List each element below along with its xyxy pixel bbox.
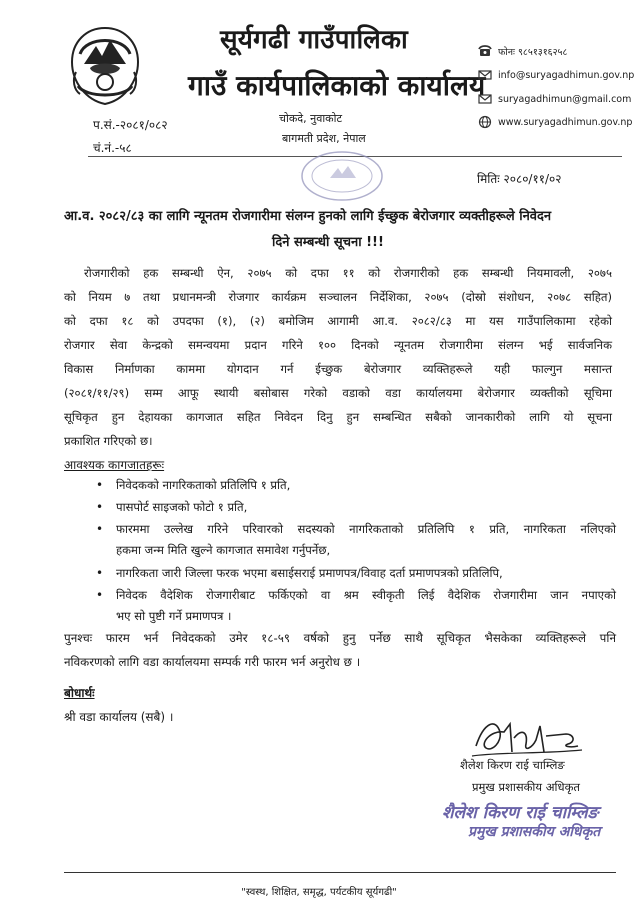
email-icon (478, 92, 492, 106)
email-icon (478, 68, 492, 82)
requirement-item-1: निवेदकको नागरिकताको प्रतिलिपि १ प्रति, (116, 478, 291, 492)
contact-email-info[interactable] (478, 66, 638, 84)
paragraph-line: को नियम ७ तथा प्रधानमन्त्री रोजगार कार्यक्रम सञ्चालन निर्देशिका, २०७५ (दोस्रो संशोधन, २०७८ सहित) (64, 290, 612, 304)
footer-divider (64, 872, 616, 873)
bullet-icon: • (96, 478, 104, 492)
signatory-stamp-name: शैलेश किरण राई चाम्लिङ (442, 803, 599, 823)
bullet-icon: • (96, 522, 104, 536)
contact-phone (478, 42, 638, 60)
letter-reference-number: प.सं.-२०८१/०८२ (93, 118, 168, 132)
handwritten-signature (470, 712, 588, 764)
requirements-heading: आवश्यक कागजातहरूः (64, 458, 165, 472)
contact-email-gmail-text[interactable]: suryagadhimun@gmail.com (498, 93, 632, 105)
office-address-line1: चोकदे, नुवाकोट (279, 112, 343, 125)
paragraph-line: (२०८१/११/२९) सम्म आफू स्थायी बसोबास गरेको वडाको वडा कार्यालयमा बेरोजगार व्यक्तीको सूचिमा (64, 386, 612, 400)
contact-email-gmail[interactable] (478, 90, 638, 108)
office-seal (292, 148, 392, 204)
telephone-icon (478, 44, 492, 58)
bullet-icon: • (96, 566, 104, 580)
signatory-designation: प्रमुख प्रशासकीय अधिकृत (472, 780, 580, 794)
copy-to-heading: बोधार्थः (64, 686, 95, 700)
requirement-item-5-line2: भए सो पुष्टी गर्ने प्रमाणपत्र । (116, 609, 232, 623)
contact-email-info-text[interactable]: info@suryagadhimun.gov.np (498, 69, 635, 81)
bullet-icon: • (96, 588, 104, 602)
paragraph-line: रोजगारीको हक सम्बन्धी ऐन, २०७५ को दफा ११ को रोजगारीको हक सम्बन्धी नियमावली, २०७५ (84, 266, 612, 280)
signatory-name: शैलेश किरण राई चाम्लिङ (460, 758, 565, 772)
paragraph-line: सूचिकृत हुन देहायका कागजात सहित निवेदन दिनु हुन सम्बन्धित सबैको जानकारीको लागि यो सूचना (64, 410, 612, 424)
contact-website[interactable] (478, 113, 638, 131)
paragraph-line: विकास निर्माणका काममा योगदान गर्न ईच्छुक बेरोजगार व्यक्तिहरूले यही फाल्गुन मसान्त (64, 362, 612, 376)
dispatch-number: चं.नं.-५८ (93, 141, 132, 155)
requirement-item-3-line2: हकमा जन्म मिति खुल्ने कागजात समावेश गर्नुपर्नेछ, (116, 543, 331, 557)
letter-date: मितिः २०८०/११/०२ (477, 172, 562, 186)
subject-line1: आ.व. २०८२/८३ का लागि न्यूनतम रोजगारीमा संलग्न हुनको लागि ईच्छुक बेरोजगार व्यक्तीहरूले निवेदन (64, 209, 552, 224)
requirement-item-4: नागरिकता जारी जिल्ला फरक भएमा बसाईसराई प्रमाणपत्र/विवाह दर्ता प्रमाणपत्रको प्रतिलिपि, (116, 566, 503, 580)
postscript-line2: नविकरणको लागि वडा कार्यालयमा सम्पर्क गरी फारम भर्न अनुरोध छ । (64, 655, 361, 669)
contact-phone-text: फोनः ९८५१३१६२५८ (498, 46, 568, 58)
signatory-stamp-designation: प्रमुख प्रशासकीय अधिकृत (468, 824, 601, 840)
bullet-icon: • (96, 500, 104, 514)
globe-icon (478, 115, 492, 129)
nepal-government-emblem-icon (66, 24, 144, 108)
copy-to-item: श्री वडा कार्यालय (सबै) । (64, 710, 174, 724)
paragraph-line: रोजगार सेवा केन्द्रको समन्वयमा प्रदान गरिने १०० दिनको न्यूनतम रोजगारीमा संलग्न भई सार्वजनिक (64, 338, 612, 352)
subject-line2: दिने सम्बन्धी सूचना !!! (272, 235, 384, 250)
footer-motto: "स्वस्थ, शिक्षित, समृद्ध, पर्यटकीय सूर्यगढी" (241, 887, 397, 898)
paragraph-line: को दफा १८ को उपदफा (१), (२) बमोजिम आगामी आ.व. २०८२/८३ मा यस गाउँपालिकामा रहेको (64, 314, 612, 328)
paragraph-line: प्रकाशित गरिएको छ। (64, 434, 153, 448)
requirement-item-2: पासपोर्ट साइजको फोटो १ प्रति, (116, 500, 248, 514)
requirement-item-5-line1: निवेदक वैदेशिक रोजगारीबाट फर्किएको वा श्रम स्वीकृती लिई वैदेशिक रोजगारीमा जान नपाएको (116, 588, 616, 602)
contact-website-text[interactable]: www.suryagadhimun.gov.np (498, 116, 633, 128)
requirement-item-3-line1: फारममा उल्लेख गरिने परिवारको सदस्यको नागरिकताको प्रतिलिपि १ प्रति, नागरिकता नलिएको (116, 522, 616, 536)
postscript-line1: पुनश्चः फारम भर्न निवेदकको उमेर १८-५९ वर्षको हुनु पर्नेछ साथै सूचिकृत भैसकेका व्यक्तिहरूले पनि (64, 631, 616, 645)
office-title-line1: सूर्यगढी गाउँपालिका (220, 25, 408, 55)
office-address-line2: बागमती प्रदेश, नेपाल (282, 132, 366, 145)
office-title-line2: गाउँ कार्यपालिकाको कार्यालय (188, 69, 486, 102)
